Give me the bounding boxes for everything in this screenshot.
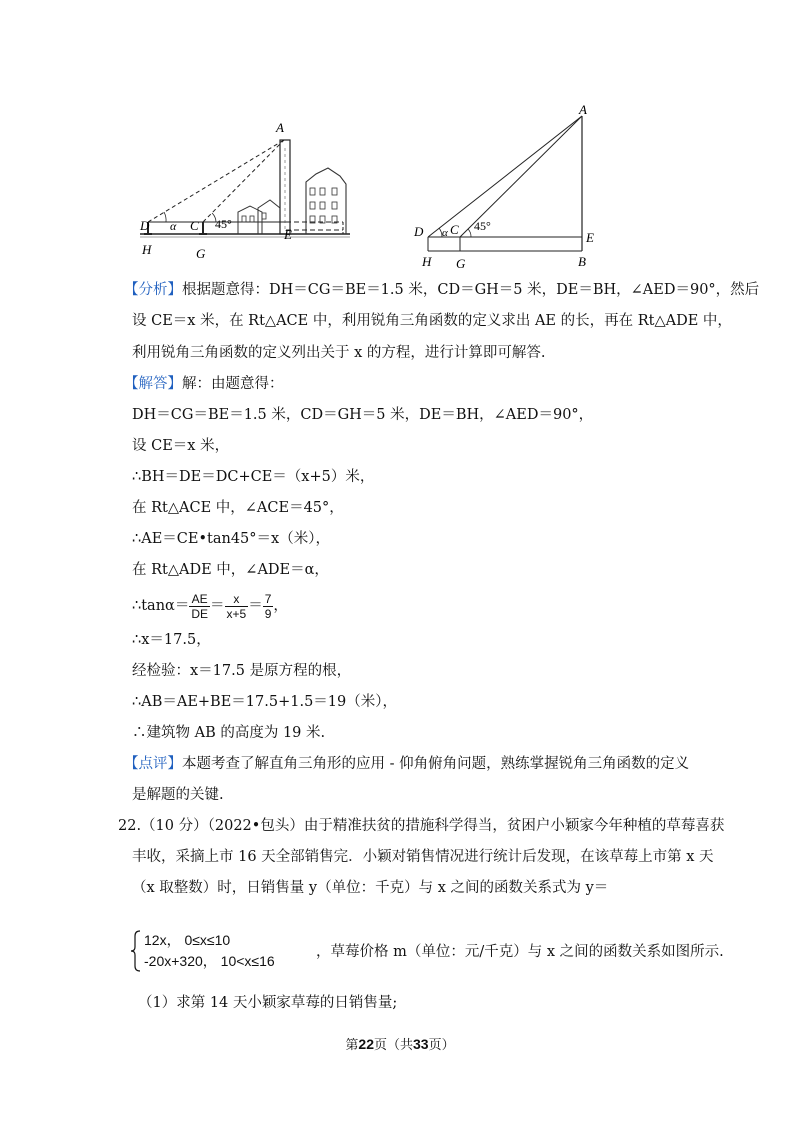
label-G: G — [456, 256, 466, 271]
label-C: C — [190, 218, 199, 233]
answer-line-7: ∴tanα＝ $\frac{AE}{DE}$ ＝ $\frac{x}{x+5}$ ＝ $\frac{7}{9}$ ， — [132, 591, 288, 621]
label-D: D — [414, 224, 424, 239]
figure-right-triangle — [408, 104, 608, 272]
analysis-line-3: 利用锐角三角函数的定义列出关于 x 的方程，进行计算即可解答. — [132, 345, 546, 361]
answer-tag: 【解答】 — [124, 376, 182, 392]
analysis-text-1: 根据题意得：DH＝CG＝BE＝1.5 米，CD＝GH＝5 米，DE＝BH，∠AED＝90°，然后 — [182, 282, 760, 298]
page-number: 22 — [358, 1036, 374, 1052]
answer-line-2: 设 CE＝x 米， — [132, 438, 230, 454]
label-D: D — [140, 218, 150, 233]
answer-line-4: 在 Rt△ACE 中，∠ACE＝45°， — [132, 500, 344, 516]
fraction-x-xplus5: $\frac{x}{x+5}$ — [226, 591, 247, 621]
q22-line-1: 22.（10 分）（2022•包头）由于精准扶贫的措施科学得当，贫困户小颖家今年种植的草莓喜获 — [118, 818, 725, 834]
analysis-line-1 — [124, 280, 759, 300]
case-2: -20x+320， 10<x≤16 — [144, 953, 275, 969]
analysis-tag: 【分析】 — [124, 282, 182, 298]
answer-line-6: 在 Rt△ADE 中，∠ADE＝α， — [132, 562, 329, 578]
tan-prefix: ∴tanα＝ — [132, 598, 190, 614]
answer-line-10: ∴AB＝AE+BE＝17.5+1.5＝19（米）， — [132, 694, 397, 710]
piecewise-cases — [144, 930, 275, 972]
label-alpha: α — [442, 227, 448, 239]
q22-sub-1: （1）求第 14 天小颖家草莓的日销售量; — [138, 995, 398, 1011]
label-alpha: α — [170, 219, 177, 233]
comment-line-2: 是解题的关键. — [132, 787, 224, 803]
answer-line-8: ∴x＝17.5， — [132, 632, 211, 648]
label-B: B — [578, 254, 586, 269]
page-total: 33 — [413, 1036, 429, 1052]
q22-line-2: 丰收，采摘上市 16 天全部销售完．小颖对销售情况进行统计后发现，在该草莓上市第 x 天 — [132, 849, 714, 865]
fraction-ae-de: $\frac{AE}{DE}$ — [191, 591, 208, 621]
label-H: H — [422, 254, 432, 269]
answer-line-0 — [124, 374, 284, 394]
comment-text-1: 本题考查了解直角三角形的应用 - 仰角俯角问题，熟练掌握锐角三角函数的定义 — [182, 756, 690, 772]
label-E: E — [586, 230, 594, 245]
answer-line-1: DH＝CG＝BE＝1.5 米，CD＝GH＝5 米，DE＝BH，∠AED＝90°， — [132, 407, 594, 423]
answer-line-11: ∴建筑物 AB 的高度为 19 米. — [132, 725, 326, 741]
answer-line-3: ∴BH＝DE＝DC+CE＝（x+5）米， — [132, 469, 375, 485]
q22-line-4: ，草莓价格 m（单位：元/千克）与 x 之间的函数关系如图所示. — [316, 944, 724, 960]
label-H: H — [142, 242, 152, 257]
answer-line-9: 经检验：x＝17.5 是原方程的根， — [132, 663, 352, 679]
label-A: A — [579, 104, 587, 117]
answer-line-5: ∴AE＝CE•tan45°＝x（米）， — [132, 531, 330, 547]
analysis-line-2: 设 CE＝x 米，在 Rt△ACE 中，利用锐角三角函数的定义求出 AE 的长，再在 Rt△ADE 中， — [132, 313, 732, 329]
label-G: G — [196, 246, 206, 261]
q22-line-3: （x 取整数）时，日销售量 y（单位：千克）与 x 之间的函数关系式为 y＝ — [132, 880, 609, 896]
figure-left-building — [138, 118, 353, 268]
comment-tag: 【点评】 — [124, 756, 182, 772]
label-A: A — [276, 120, 284, 135]
piecewise-brace — [130, 930, 142, 972]
page-footer: 第22页（共33页） — [345, 1036, 455, 1053]
label-45: 45° — [474, 219, 491, 233]
label-45: 45° — [215, 217, 232, 231]
answer-text-0: 解：由题意得： — [182, 376, 284, 392]
label-C: C — [450, 222, 459, 237]
case-1: 12x， 0≤x≤10 — [144, 932, 231, 948]
label-E: E — [284, 227, 292, 242]
fraction-7-9: $\frac{7}{9}$ — [264, 591, 272, 621]
comment-line-1 — [124, 754, 689, 774]
